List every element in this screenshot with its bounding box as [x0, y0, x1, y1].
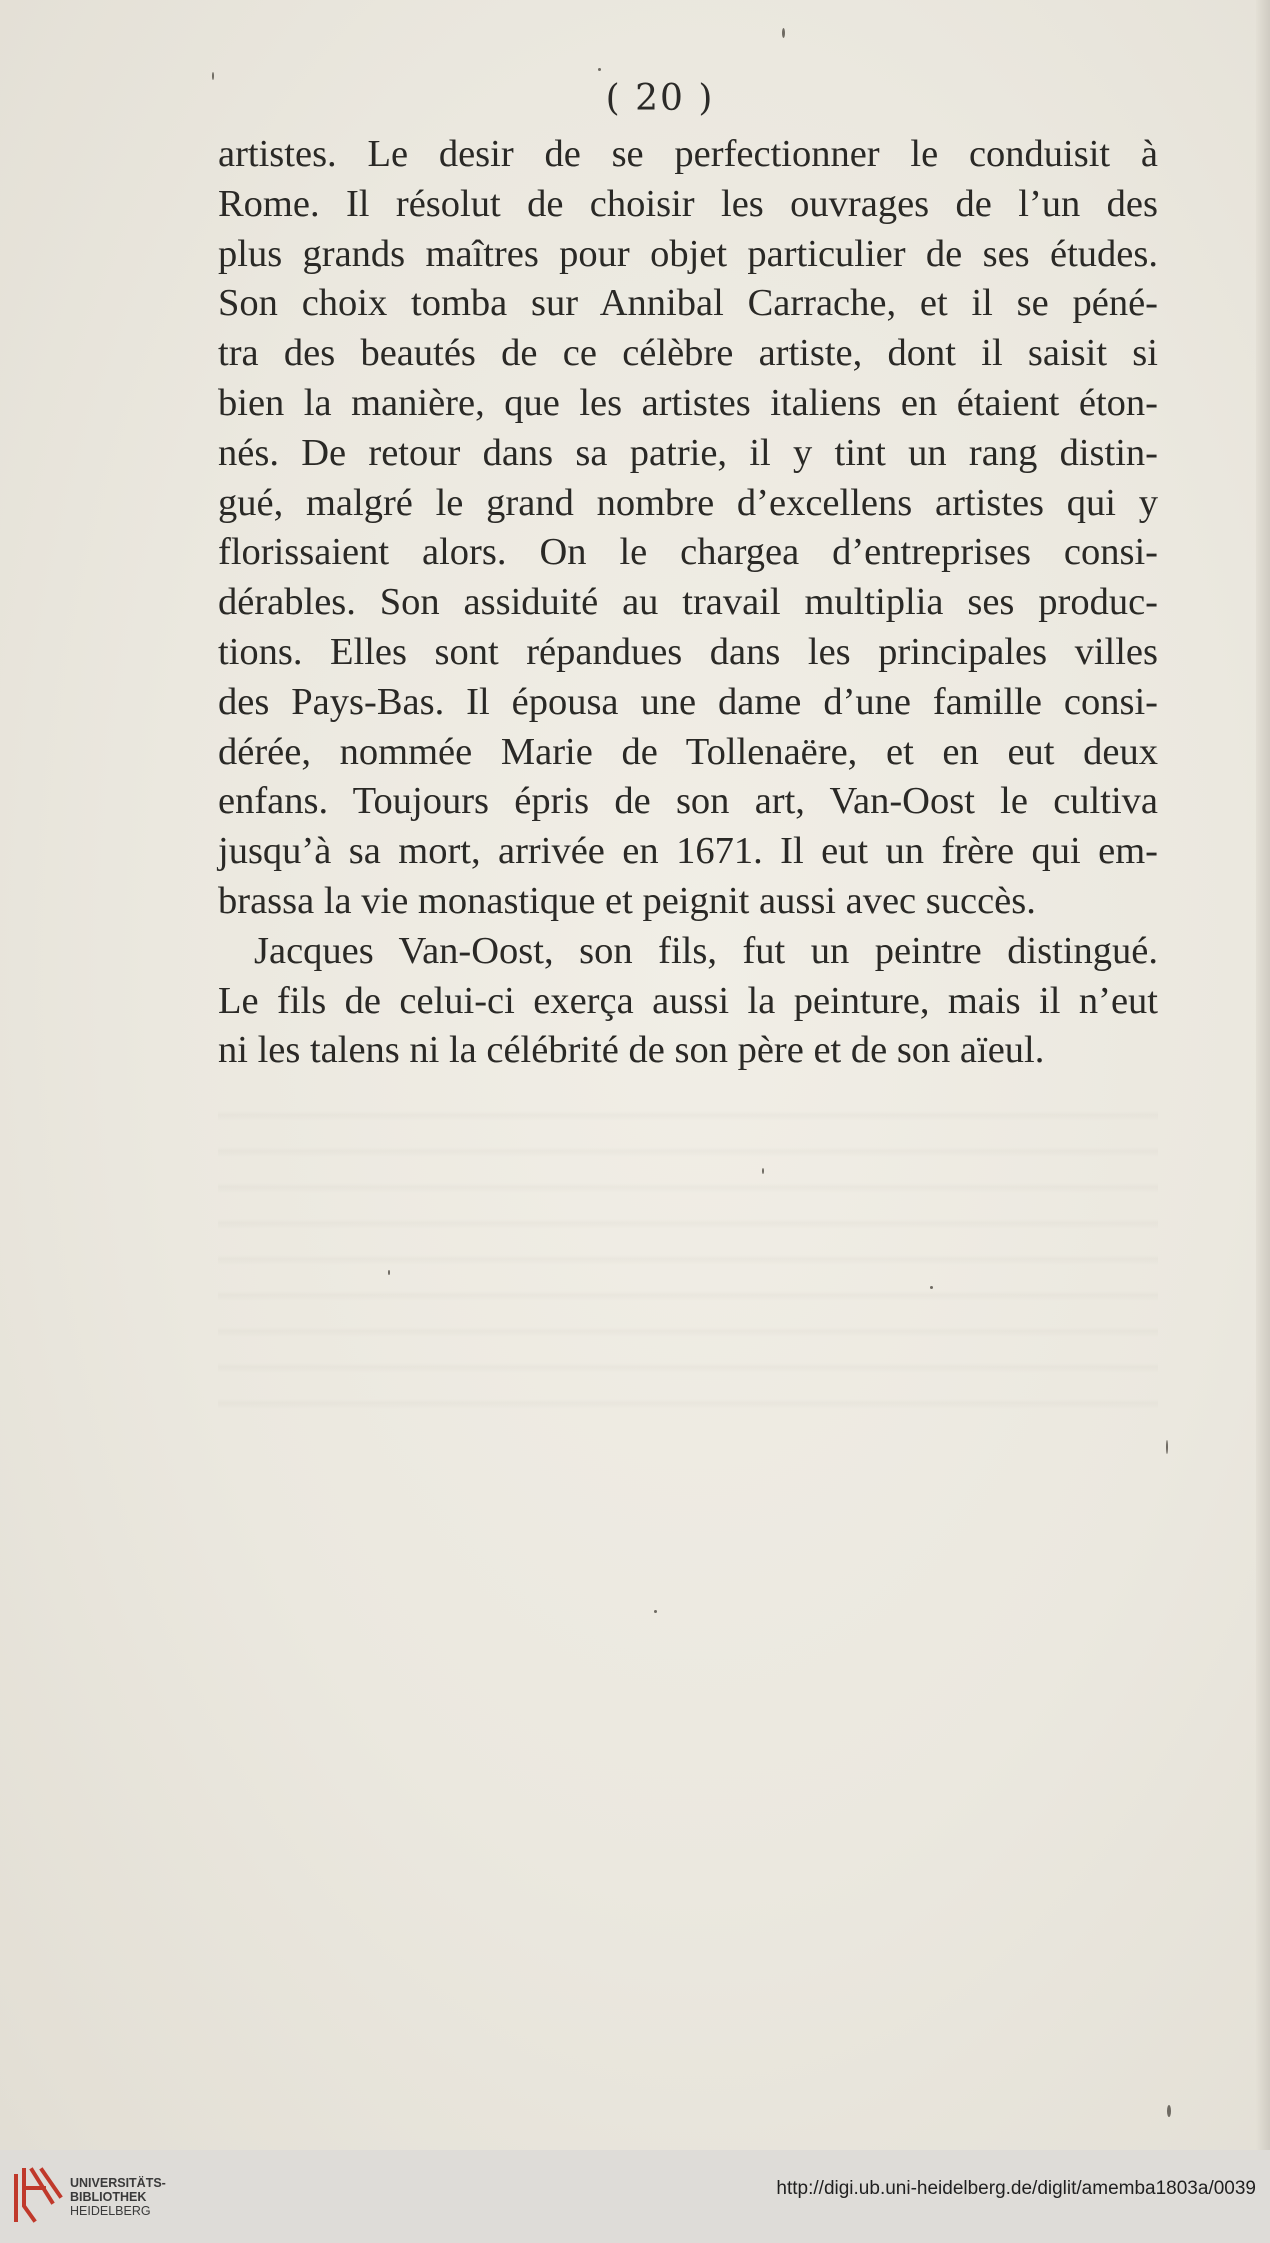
heidelberg-library-logo-icon — [12, 2166, 64, 2226]
text-line: tions. Elles sont répandues dans les principales villes — [218, 630, 1158, 673]
paper-speck — [654, 1610, 657, 1613]
text-line: brassa la vie monastique et peignit aussi avec succès. — [218, 879, 1036, 922]
text-line: des Pays-Bas. Il épousa une dame d’une famille consi- — [218, 680, 1158, 723]
text-line: dérables. Son assiduité au travail multiplia ses produc- — [218, 581, 1158, 624]
library-name-line: BIBLIOTHEK — [70, 2190, 147, 2204]
library-name-line: HEIDELBERG — [70, 2204, 151, 2218]
paper-speck — [930, 1286, 933, 1289]
text-line: jusqu’à sa mort, arrivée en 1671. Il eut un frère qui em- — [218, 830, 1158, 873]
library-name-line: UNIVERSITÄTS- — [70, 2176, 166, 2190]
paper-speck — [598, 68, 601, 71]
paper-speck — [1167, 2105, 1171, 2117]
text-line: Rome. Il résolut de choisir les ouvrages de l’un des — [218, 182, 1158, 225]
paper-speck — [1166, 1440, 1168, 1454]
text-line: Son choix tomba sur Annibal Carrache, et il se péné- — [218, 282, 1158, 325]
text-line: bien la manière, que les artistes italiens en étaient éton- — [218, 381, 1158, 424]
text-line: enfans. Toujours épris de son art, Van-Oost le cultiva — [218, 780, 1158, 823]
text-line: nés. De retour dans sa patrie, il y tint un rang distin- — [218, 431, 1158, 474]
text-line: dérée, nommée Marie de Tollenaëre, et en eut deux — [218, 730, 1158, 773]
bleed-through-texture — [218, 1085, 1158, 1415]
paper-speck — [782, 28, 785, 38]
body-text — [218, 130, 1158, 1076]
permalink-url[interactable]: http://digi.ub.uni-heidelberg.de/diglit/amemba1803a/0039 — [776, 2178, 1256, 2199]
page-edge — [1256, 0, 1270, 2150]
text-line: tra des beautés de ce célèbre artiste, dont il saisit si — [218, 332, 1158, 375]
text-line: ni les talens ni la célébrité de son père et de son aïeul. — [218, 1029, 1045, 1072]
text-line: florissaient alors. On le chargea d’entreprises consi- — [218, 531, 1158, 574]
page-number: ( 20 ) — [605, 78, 715, 119]
text-line: plus grands maîtres pour objet particulier de ses études. — [218, 232, 1158, 275]
text-line: Le fils de celui-ci exerça aussi la peinture, mais il n’eut — [218, 979, 1158, 1022]
paper-speck — [212, 72, 214, 80]
text-line: gué, malgré le grand nombre d’excellens artistes qui y — [218, 481, 1158, 524]
paper-speck — [762, 1168, 764, 1174]
library-name — [70, 2176, 166, 2218]
paper-speck — [388, 1270, 390, 1275]
text-line: Jacques Van-Oost, son fils, fut un peintre distingué. — [254, 929, 1158, 972]
text-line: artistes. Le desir de se perfectionner le conduisit à — [218, 133, 1158, 175]
